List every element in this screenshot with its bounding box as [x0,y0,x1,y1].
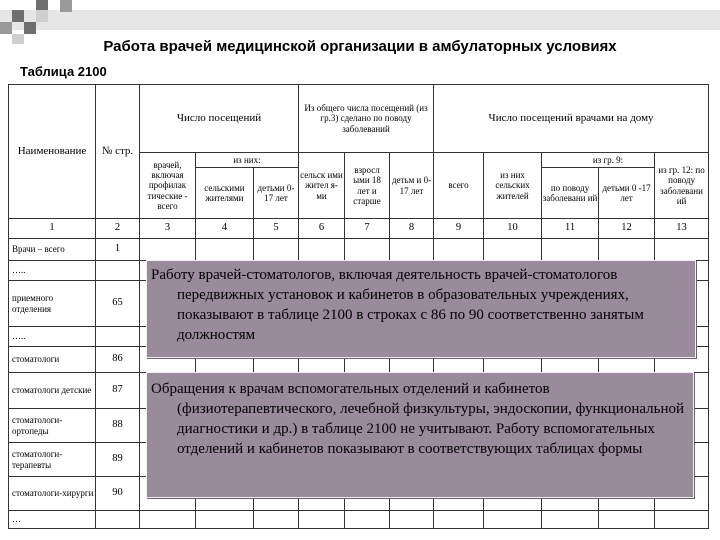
col-number: 4 [196,219,254,239]
row-number [96,511,140,529]
row-name: стоматологи-терапевты [9,443,96,477]
row-name: ….. [9,327,96,347]
header-home-rural: из них сельских жителей [484,153,542,219]
header-children-0-17-b: детьм и 0-17 лет [390,153,434,219]
col-number: 8 [390,219,434,239]
row-number: 86 [96,347,140,373]
header-row-1 [9,85,709,153]
table-row [9,239,709,261]
col-number: 1 [9,219,96,239]
header-home-visits: Число посещений врачами на дому [434,85,709,153]
callout-stomatology-text: Работу врачей-стоматологов, включая деятельность врачей-стоматологов передвижных установок и кабинетов в образовательных учреждениях, показывают в таблице 2100 в строках с 86 по 90 соответственно занятым должностям [151,267,644,343]
table-row [9,511,709,529]
row-number [96,327,140,347]
row-name: Врачи – всего [9,239,96,261]
col-number: 3 [140,219,196,239]
col-number: 11 [542,219,599,239]
callout-stomatology [146,260,696,358]
row-number: 90 [96,477,140,511]
row-number: 88 [96,409,140,443]
col-number: 7 [345,219,390,239]
header-home-children: детьми 0 -17 лет [602,182,651,203]
header-visits: Число посещений [140,85,299,153]
row-number: 89 [96,443,140,477]
header-rural: сельскими жителями [196,168,254,218]
header-name: Наименование [9,85,96,219]
header-of-col-12: из гр. 12: по поводу заболевани ий [655,153,709,219]
header-visits-total: врачей, включая профилак тические - всего [140,153,196,219]
header-home-total: всего [434,153,484,219]
col-number: 12 [599,219,655,239]
header-row-number: № стр. [96,85,140,219]
page-title: Работа врачей медицинской организации в амбулаторных условиях [103,38,617,55]
row-name: приемного отделения [9,281,96,327]
col-number: 13 [655,219,709,239]
header-home-disease: по поводу заболевани ий [542,168,599,218]
row-name: … [9,511,96,529]
row-name: стоматологи детские [9,373,96,409]
col-number: 2 [96,219,140,239]
callout-auxiliary-text: Обращения к врачам вспомогательных отделений и кабинетов (физиотерапевтического, лечебной физкультуры, эндоскопии, функциональной диагностики и др.) в таблице 2100 не учитывают. Работу вспомогательных отделений и кабинетов показывают в соответствующих таблицах формы [151,381,685,457]
row-number: 87 [96,373,140,409]
header-of-col-9: из гр. 9: [542,153,654,168]
row-number: 1 [96,239,140,261]
header-disease-visits: Из общего числа посещений (из гр.3) сделано по поводу заболеваний [299,85,434,153]
col-number: 10 [484,219,542,239]
table-caption: Таблица 2100 [20,64,107,79]
row-name: ….. [9,261,96,281]
col-number: 6 [299,219,345,239]
row-name: стоматологи-ортопеды [9,409,96,443]
header-of-them: из них: [196,153,298,168]
row-number: 65 [96,281,140,327]
column-numbers-row [9,219,709,239]
col-number: 9 [434,219,484,239]
header-children-0-17: детьми 0-17 лет [257,182,295,203]
row-number [96,261,140,281]
header-adults-18: взросл ыми 18 лет и старше [345,153,390,219]
row-name: стоматологи [9,347,96,373]
row-name: стоматологи-хирурги [9,477,96,511]
col-number: 5 [254,219,299,239]
header-rural-residents: сельск ими жител я-ми [299,153,345,219]
callout-auxiliary [146,372,694,498]
